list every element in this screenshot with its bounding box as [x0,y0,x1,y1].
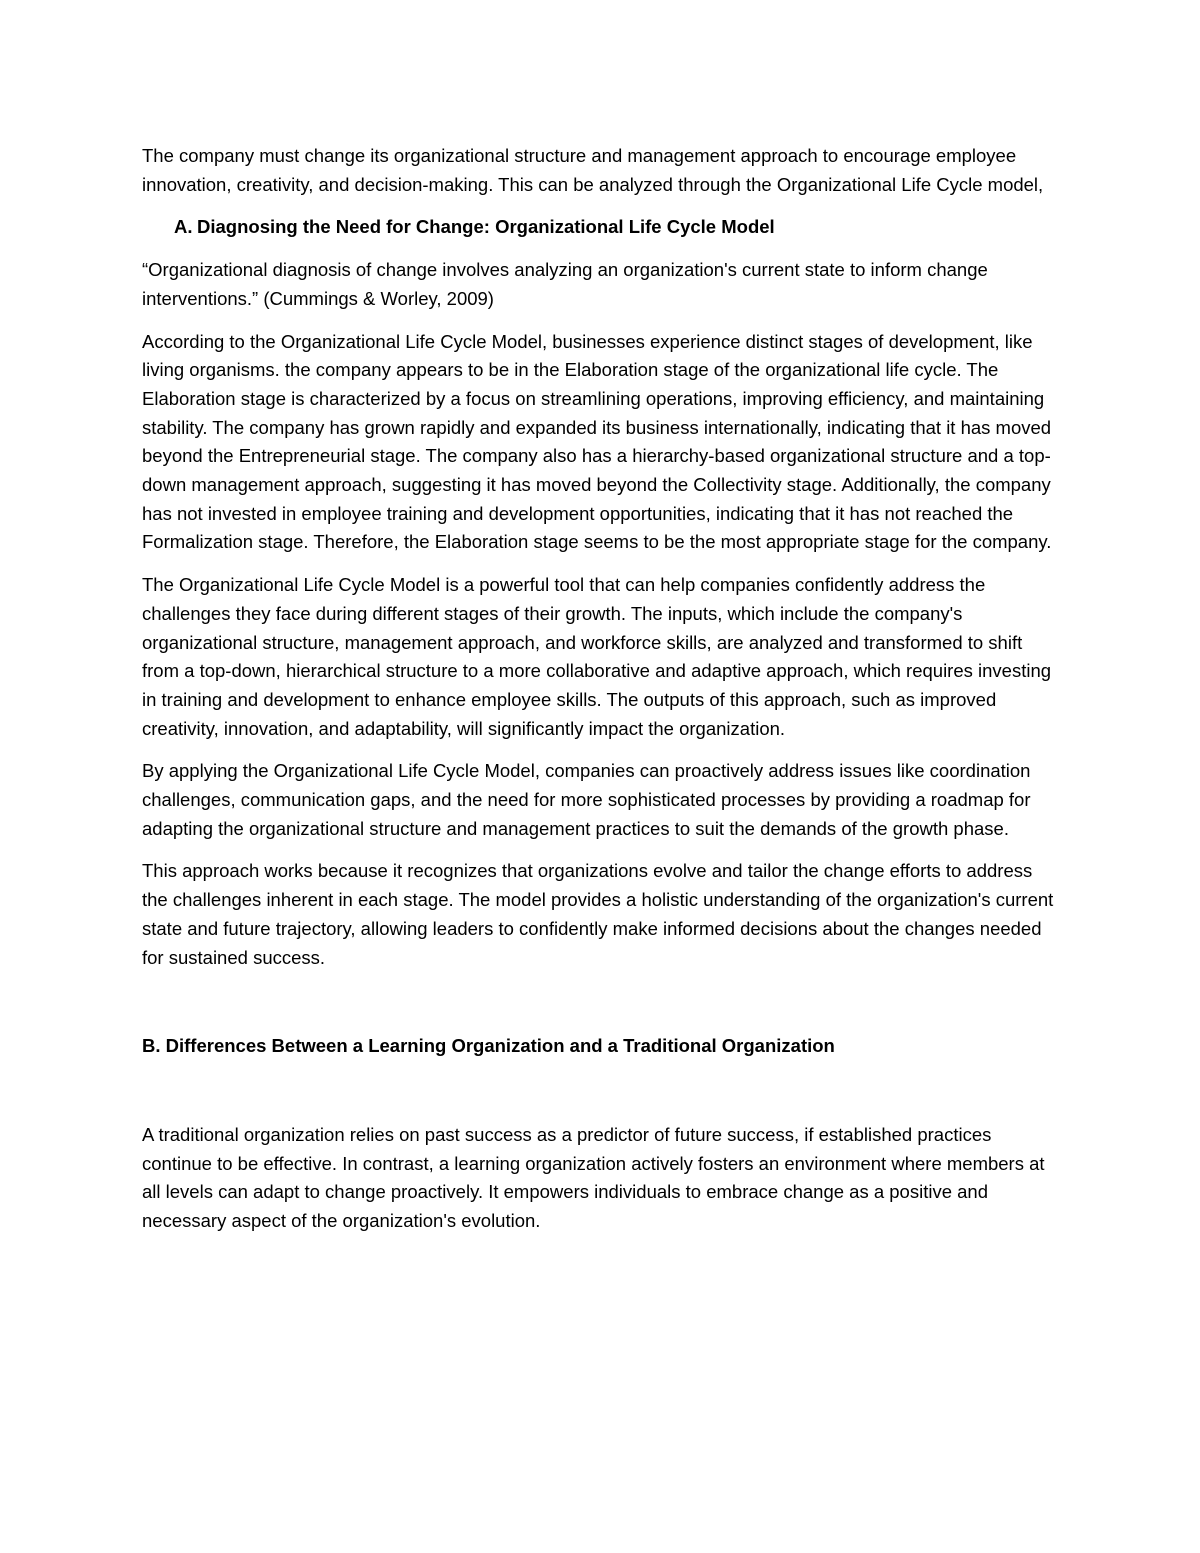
intro-paragraph: The company must change its organizational structure and management approach to encourage employee innovation, creativity, and decision-making. This can be analyzed through the Organizational Life Cycle model, [142,145,1044,195]
section-a-marker: A. [174,216,193,238]
quote-paragraph: “Organizational diagnosis of change involves analyzing an organization's current state to inform change interventions.” (Cummings & Worley, 2009) [142,259,988,309]
body-paragraph-4: This approach works because it recognizes that organizations evolve and tailor the change efforts to address the challenges inherent in each stage. The model provides a holistic understanding of the organization's current state and future trajectory, allowing leaders to confidently make informed decisions about the changes needed for sustained success. [142,860,1054,968]
body-paragraph-2: The Organizational Life Cycle Model is a powerful tool that can help companies confidently address the challenges they face during different stages of their growth. The inputs, which include the company's organizational structure, management approach, and workforce skills, are analyzed and transformed to shift from a top-down, hierarchical structure to a more collaborative and adaptive approach, which requires investing in training and development to enhance employee skills. The outputs of this approach, such as improved creativity, innovation, and adaptability, will significantly impact the organization. [142,574,1052,739]
section-a-heading [174,213,1060,242]
body-paragraph-1: According to the Organizational Life Cycle Model, businesses experience distinct stages of development, like living organisms. the company appears to be in the Elaboration stage of the organizational life cycle. The Elaboration stage is characterized by a focus on streamlining operations, improving efficiency, and maintaining stability. The company has grown rapidly and expanded its business internationally, indicating that it has moved beyond the Entrepreneurial stage. The company also has a hierarchy-based organizational structure and a top-down management approach, suggesting it has moved beyond the Collectivity stage. Additionally, the company has not invested in employee training and development opportunities, indicating that it has not reached the Formalization stage. Therefore, the Elaboration stage seems to be the most appropriate stage for the company. [142,330,1052,553]
section-a-title: Diagnosing the Need for Change: Organizational Life Cycle Model [197,216,775,238]
body-paragraph-3: By applying the Organizational Life Cycle Model, companies can proactively address issues like coordination challenges, communication gaps, and the need for more sophisticated processes by providing a roadmap for adapting the organizational structure and management practices to suit the demands of the growth phase. [142,760,1031,839]
body-paragraph-5: A traditional organization relies on past success as a predictor of future success, if established practices continue to be effective. In contrast, a learning organization actively fosters an environment where members at all levels can adapt to change proactively. It empowers individuals to embrace change as a positive and necessary aspect of the organization's evolution. [142,1123,1045,1232]
section-b-heading: B. Differences Between a Learning Organization and a Traditional Organization [142,1035,835,1057]
